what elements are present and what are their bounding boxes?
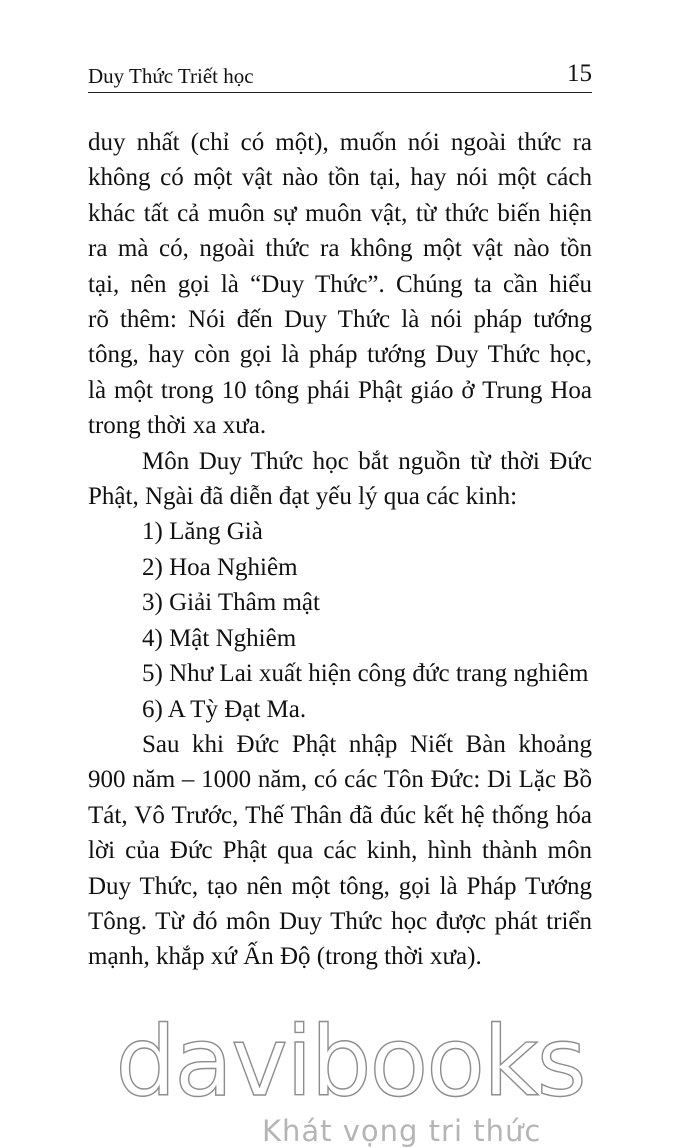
publisher-watermark [0,1006,700,1148]
sutra-list-item: 1) Lăng Già [142,518,263,546]
text-line: Tông. Từ đó môn Duy Thức học được phát triển [88,907,592,935]
sutra-list-item: 3) Giải Thâm mật [142,589,320,617]
text-line: tông, hay còn gọi là pháp tướng Duy Thức học, [88,341,592,369]
paragraph-2 [88,444,592,515]
sutra-list-item: 4) Mật Nghiêm [142,624,297,652]
text-line: khác tất cả muôn sự muôn vật, từ thức biến hiện [88,199,592,227]
sutra-list-item: 6) A Tỳ Đạt Ma. [142,695,307,723]
sutra-list-item: 5) Như Lai xuất hiện công đức trang nghiêm [142,660,589,688]
watermark-slogan: Khát vọng tri thức [262,1114,542,1148]
text-line: tại, nên gọi là “Duy Thức”. Chúng ta cần hiểu [88,270,592,298]
running-header [88,62,592,93]
sutra-list-item: 2) Hoa Nghiêm [142,553,298,581]
text-line: Môn Duy Thức học bắt nguồn từ thời Đức [142,447,592,475]
text-line: mạnh, khắp xứ Ấn Độ (trong thời xưa). [88,943,482,971]
text-line: không có một vật nào tồn tại, hay nói một cách [88,164,592,192]
text-line: duy nhất (chỉ có một), muốn nói ngoài thức ra [88,129,592,156]
text-line: Tát, Vô Trước, Thế Thân đã đúc kết hệ thống hóa [88,801,592,829]
text-line: ra mà có, ngoài thức ra không một vật nào tồn [88,235,592,263]
text-line: trong thời xa xưa. [88,412,267,440]
text-line: là một trong 10 tông phái Phật giáo ở Trung Hoa [88,376,592,404]
paragraph-1 [88,125,592,444]
text-line: rõ thêm: Nói đến Duy Thức là nói pháp tướng [88,306,592,334]
page-number: 15 [567,60,592,87]
book-title: Duy Thức Triết học [88,64,254,88]
text-line: Sau khi Đức Phật nhập Niết Bàn khoảng [142,730,592,758]
text-line: lời của Đức Phật qua các kinh, hình thành môn [88,837,592,865]
text-line: Duy Thức, tạo nên một tông, gọi là Pháp Tướng [88,872,592,900]
page-body [88,125,592,975]
text-line: 900 năm – 1000 năm, có các Tôn Đức: Di Lặc Bồ [88,766,592,794]
paragraph-3 [88,727,592,975]
text-line: Phật, Ngài đã diễn đạt yếu lý qua các kinh: [88,483,518,511]
watermark-brand: davibooks [115,1006,585,1118]
